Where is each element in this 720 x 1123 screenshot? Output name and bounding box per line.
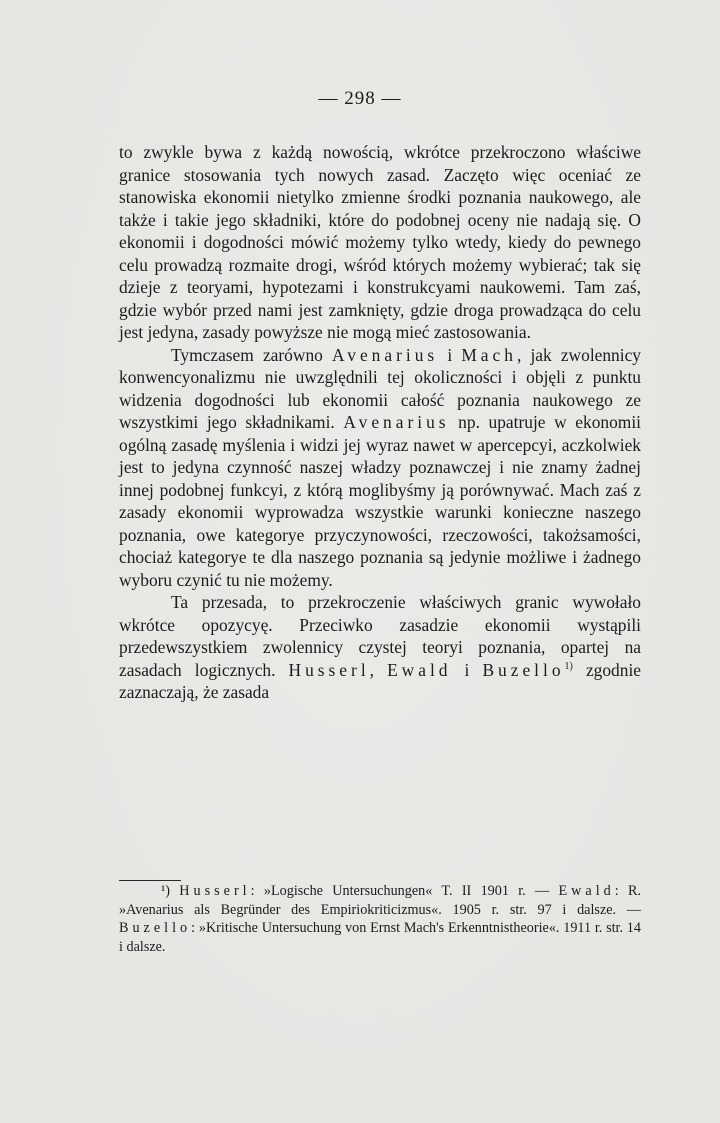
footnote-1 <box>119 882 641 956</box>
author-name-buzello: Buzello <box>119 920 192 936</box>
paragraph-3 <box>119 591 641 704</box>
author-name-avenarius: Avenarius <box>331 344 439 365</box>
text-run: : »Logische Untersuchungen« T. II 1901 r. — <box>250 883 559 899</box>
author-name-ewald: Ewald <box>387 659 452 680</box>
text-run: i <box>451 659 483 680</box>
footnote-divider <box>119 880 181 881</box>
page-number: — 298 — <box>318 88 402 109</box>
text-run: , <box>369 659 388 680</box>
text-run: i <box>438 344 462 365</box>
footnotes <box>119 882 641 956</box>
author-name-ewald: Ewald <box>558 883 615 899</box>
main-text <box>119 141 641 704</box>
author-name-buzello: Buzello <box>482 659 565 680</box>
author-name-husserl: Husserl <box>288 659 370 680</box>
footnote-reference: 1) <box>564 660 573 672</box>
text-run: , jak zwolennicy konwencyonalizmu nie uwzględnili tej okoliczności i objęli z punktu widzenia dogodności lub ekonomii całość poznania naukowego ze wszystkimi jego składnikami. <box>119 344 642 432</box>
author-name-husserl: Husserl <box>179 883 251 899</box>
author-name-mach: Mach <box>461 344 517 365</box>
text-run: np. upatruje w ekonomii ogólną zasadę myślenia i widzi jej wyraz nawet w apercepcyi, aczkolwiek jest to jedyna czynność naszej władzy poznawczej i nie znamy żadnej innej podobnej funkcyi, z którą moglibyśmy ją porównywać. Mach zaś z zasady ekonomii wyprowadza wszystkie warunki konieczne naszego poznania, owe kategorye przyczynowości, rzeczowości, takożsamości, chociaż kategorye te dla naszego poznania są jedynie możliwe i żadnego wyboru czynić tu nie możemy. <box>119 412 641 590</box>
footnote-mark: ¹) <box>161 883 170 899</box>
text-run: zgodnie zaznaczają, że zasada <box>119 659 641 702</box>
text-run: : R. »Avenarius als Begründer des Empiriokriticizmus«. 1905 r. str. 97 i dalsze. — <box>119 883 641 918</box>
paragraph-2 <box>119 344 641 592</box>
author-name-avenarius: Avenarius <box>343 412 450 432</box>
text-run: : »Kritische Untersuchung von Ernst Mach's Erkenntnistheorie«. 1911 r. str. 14 i dalsze. <box>119 920 641 955</box>
text-run: Tymczasem zarówno <box>171 344 332 365</box>
text-run: Ta przesada, to przekroczenie właściwych granic wywołało wkrótce opozycyę. Przeciwko zasadzie ekonomii wystąpili przedewszystkiem zwolennicy czystej teoryi poznania, opartej na zasadach logicznych. <box>119 592 641 680</box>
paragraph-1: to zwykle bywa z każdą nowością, wkrótce przekroczono właściwe granice stosowania tych nowych zasad. Zaczęto więc oceniać ze stanowiska ekonomii nietylko zmienne środki poznania naukowego, ale także i takie jego składniki, które do podobnej oceny nie nadają się. O ekonomii i dogodności mówić możemy tylko wtedy, kiedy do pewnego celu prowadzą rozmaite drogi, wśród których możemy wybierać; tak się dzieje z teoryami, hypotezami i konstrukcyami naukowemi. Tam zaś, gdzie wybór przed nami jest zamknięty, gdzie droga prowadząca do celu jest jedyna, zasady powyższe nie mogą mieć zastosowania. <box>119 142 641 342</box>
